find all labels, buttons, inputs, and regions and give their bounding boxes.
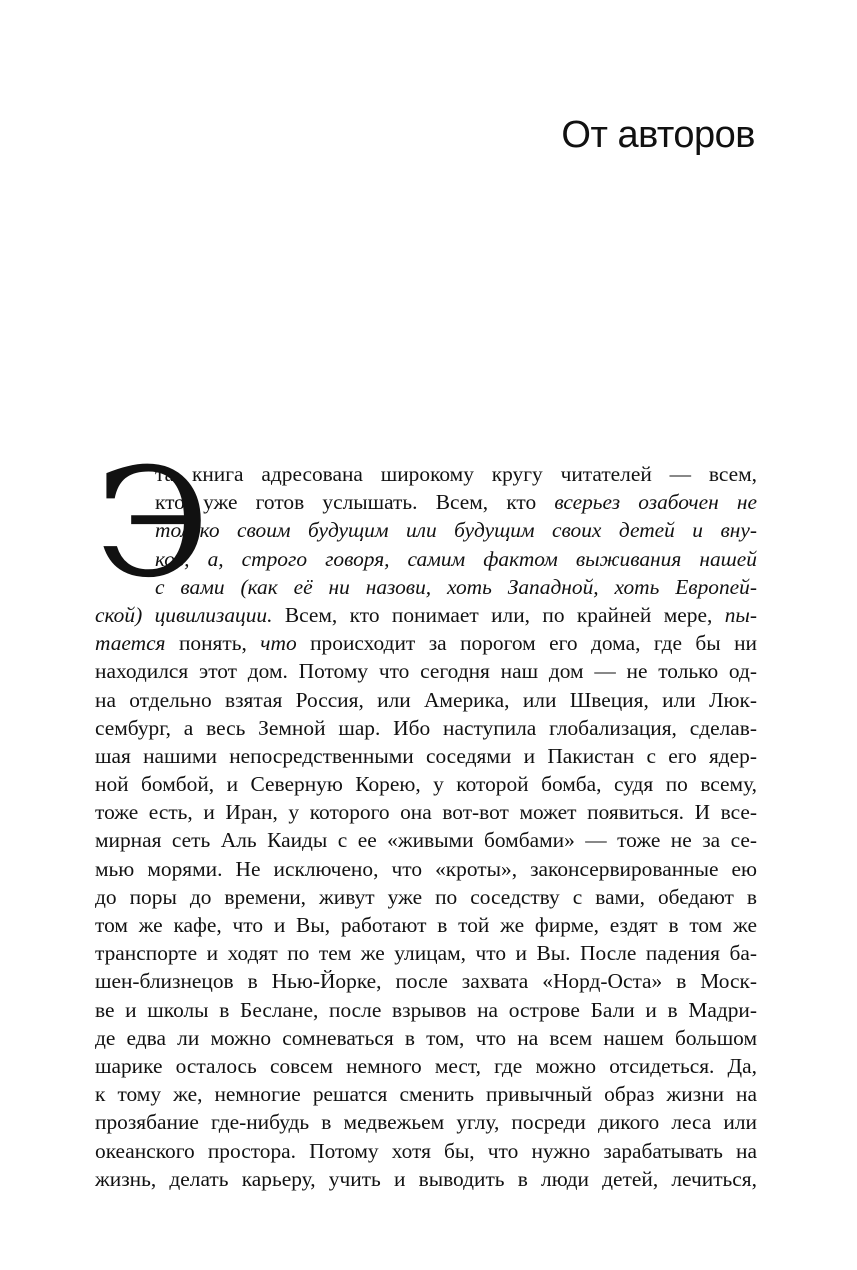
text-line <box>95 996 757 1024</box>
text-run: океанского простора. Потому хотя бы, что нужно зарабатывать на <box>95 1138 757 1163</box>
text-run: та книга адресована широкому кругу читателей — всем, <box>155 462 757 486</box>
text-run: ве и школы в Беслане, после взрывов на острове Бали и в Мадри- <box>95 997 757 1022</box>
text-run: мью морями. Не исключено, что «кроты», законсервированные ею <box>95 856 757 881</box>
text-line <box>95 657 757 685</box>
text-line <box>95 1137 757 1165</box>
italic-text: с вами (как её ни назови, хоть Западной, хоть Европей- <box>155 574 757 599</box>
text-line <box>95 855 757 883</box>
text-line <box>95 967 757 995</box>
text-line <box>95 714 757 742</box>
text-line <box>95 798 757 826</box>
text-run: сембург, а весь Земной шар. Ибо наступила глобализация, сделав- <box>95 715 757 740</box>
drop-cap: Э <box>95 437 210 611</box>
italic-text: что <box>260 631 297 656</box>
text-line <box>95 826 757 854</box>
italic-text: только своим будущим или будущим своих детей и вну- <box>155 518 757 543</box>
text-line <box>95 1052 757 1080</box>
text-line <box>95 1165 757 1193</box>
italic-text: ков, а, строго говоря, самим фактом выживания нашей <box>155 546 757 571</box>
text-line <box>95 1108 757 1136</box>
text-run: прозябание где-нибудь в медвежьем углу, посреди дикого леса или <box>95 1110 757 1135</box>
text-run: жизнь, делать карьеру, учить и выводить в люди детей, лечиться, <box>95 1166 757 1191</box>
text-line <box>95 1024 757 1052</box>
italic-text: тается <box>95 631 166 656</box>
text-run: тоже есть, и Иран, у которого она вот-вот может появиться. И все- <box>95 800 757 825</box>
text-line <box>95 1080 757 1108</box>
text-run: находился этот дом. Потому что сегодня наш дом — не только од- <box>95 659 757 684</box>
page-title: От авторов <box>561 114 755 156</box>
text-run: шая нашими непосредственными соседями и Пакистан с его ядер- <box>95 743 757 768</box>
text-run: на отдельно взятая Россия, или Америка, или Швеция, или Люк- <box>95 687 757 712</box>
text-line <box>95 939 757 967</box>
text-line <box>95 629 757 657</box>
text-line <box>95 686 757 714</box>
text-run: Всем, кто понимает или, по крайней мере, <box>272 602 725 627</box>
italic-text: всерьез озабочен не <box>554 490 758 515</box>
text-run: шарике осталось совсем немного мест, где можно отсидеться. Да, <box>95 1053 757 1078</box>
text-run: понять, <box>165 631 261 656</box>
text-run: транспорте и ходят по тем же улицам, что и Вы. После падения ба- <box>95 941 757 966</box>
text-run: до поры до времени, живут уже по соседству с вами, обедают в <box>95 884 757 909</box>
text-run: мирная сеть Аль Каиды с ее «живыми бомбами» — тоже не за се- <box>95 828 757 853</box>
text-run: происходит за порогом его дома, где бы ни <box>296 631 757 656</box>
italic-text: ской) цивилизации. <box>95 602 273 627</box>
text-line <box>95 742 757 770</box>
text-run: кто уже готов услышать. Всем, кто <box>155 490 555 515</box>
text-run: шен-близнецов в Нью-Йорке, после захвата «Норд-Оста» в Моск- <box>95 969 757 994</box>
text-line <box>95 911 757 939</box>
text-run: ной бомбой, и Северную Корею, у которой бомба, судя по всему, <box>95 772 757 797</box>
italic-text: пы- <box>724 602 757 627</box>
body-paragraph <box>95 437 758 1193</box>
text-run: том же кафе, что и Вы, работают в той же фирме, ездят в том же <box>95 913 757 937</box>
text-run: де едва ли можно сомневаться в том, что на всем нашем большом <box>95 1025 757 1050</box>
text-line <box>95 770 757 798</box>
text-line <box>95 883 757 911</box>
text-run: к тому же, немногие решатся сменить привычный образ жизни на <box>95 1082 757 1107</box>
